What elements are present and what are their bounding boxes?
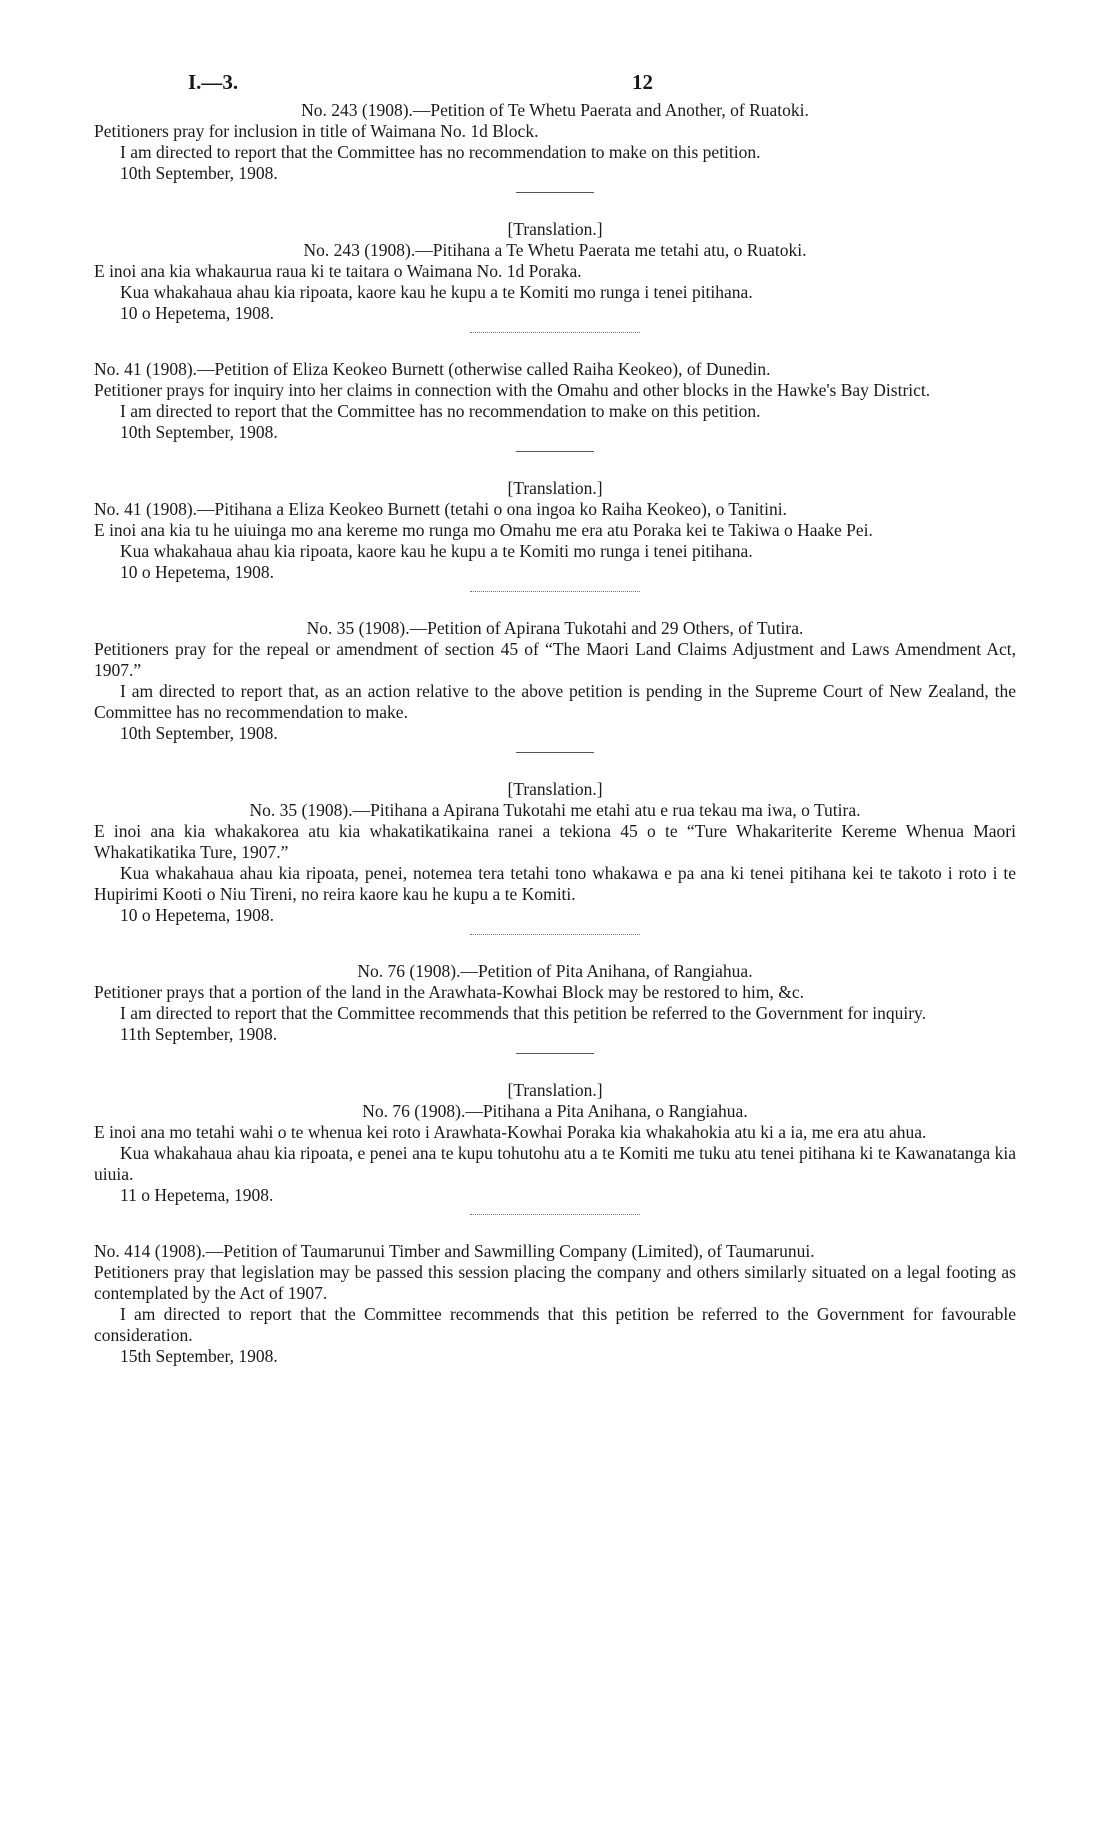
petition-section <box>94 618 1016 753</box>
report-date: 11th September, 1908. <box>120 1024 278 1044</box>
committee-report: I am directed to report that, as an action relative to the above petition is pending in the Supreme Court of New Zealand, the Committee has no recommendation to make. <box>94 681 1016 722</box>
committee-report: I am directed to report that the Committee has no recommendation to make on this petition. <box>120 401 761 421</box>
petition-section <box>94 1241 1016 1367</box>
page-content <box>94 100 1016 1367</box>
committee-report: Kua whakahaua ahau kia ripoata, penei, notemea tera tetahi tono whakawa e pa ana ki tenei pitihana kei te takoto i roto i te Hupirimi Kooti o Niu Tireni, no reira kaore kau he kupu a te Komiti. <box>94 863 1016 904</box>
translation-section <box>94 219 1016 333</box>
report-date: 10 o Hepetema, 1908. <box>120 905 275 925</box>
translation-label: [Translation.] <box>507 1080 603 1100</box>
paper-reference: I.—3. <box>188 70 239 94</box>
report-date: 10th September, 1908. <box>120 723 278 743</box>
petition-heading: No. 243 (1908).—Pitihana a Te Whetu Paerata me tetahi atu, o Ruatoki. <box>303 240 807 260</box>
petition-prayer: Petitioners pray for inclusion in title of Waimana No. 1d Block. <box>94 121 539 141</box>
petition-heading: No. 41 (1908).—Petition of Eliza Keokeo Burnett (otherwise called Raiha Keokeo), of Dunedin. <box>94 359 771 379</box>
translation-section <box>94 1080 1016 1215</box>
section-divider <box>516 752 594 753</box>
petition-prayer: E inoi ana kia whakaurua raua ki te taitara o Waimana No. 1d Poraka. <box>94 261 582 281</box>
petition-prayer: Petitioners pray for the repeal or amendment of section 45 of “The Maori Land Claims Adjustment and Laws Amendment Act, 1907.” <box>94 639 1016 680</box>
petition-heading: No. 76 (1908).—Pitihana a Pita Anihana, o Rangiahua. <box>362 1101 748 1121</box>
petition-prayer: Petitioner prays that a portion of the land in the Arawhata-Kowhai Block may be restored to him, &c. <box>94 982 805 1002</box>
translation-label: [Translation.] <box>507 219 603 239</box>
committee-report: Kua whakahaua ahau kia ripoata, kaore kau he kupu a te Komiti mo runga i tenei pitihana. <box>120 282 753 302</box>
translation-label: [Translation.] <box>507 779 603 799</box>
translation-label: [Translation.] <box>507 478 603 498</box>
petition-prayer: Petitioners pray that legislation may be passed this session placing the company and others similarly situated on a legal footing as contemplated by the Act of 1907. <box>94 1262 1016 1303</box>
section-divider <box>470 332 640 333</box>
section-divider <box>470 934 640 935</box>
section-divider <box>470 1214 640 1215</box>
petition-heading: No. 76 (1908).—Petition of Pita Anihana, of Rangiahua. <box>357 961 753 981</box>
committee-report: Kua whakahaua ahau kia ripoata, e penei ana te kupu tohutohu atu a te Komiti me tuku atu tenei pitihana ki te Kawanatanga kia uiuia. <box>94 1143 1016 1184</box>
section-divider <box>516 192 594 193</box>
petition-prayer: Petitioner prays for inquiry into her claims in connection with the Omahu and other blocks in the Hawke's Bay District. <box>94 380 931 400</box>
committee-report: Kua whakahaua ahau kia ripoata, kaore kau he kupu a te Komiti mo runga i tenei pitihana. <box>120 541 753 561</box>
section-divider <box>470 591 640 592</box>
section-divider <box>516 451 594 452</box>
petition-heading: No. 35 (1908).—Petition of Apirana Tukotahi and 29 Others, of Tutira. <box>306 618 804 638</box>
petition-section <box>94 359 1016 452</box>
report-date: 10th September, 1908. <box>120 422 278 442</box>
petition-prayer: E inoi ana kia whakakorea atu kia whakatikatikaina ranei a tekiona 45 o te “Ture Whakariterite Kereme Whenua Maori Whakatikatika Ture, 1907.” <box>94 821 1016 862</box>
section-divider <box>516 1053 594 1054</box>
page-number: 12 <box>632 70 653 94</box>
petition-section <box>94 100 1016 193</box>
report-date: 11 o Hepetema, 1908. <box>120 1185 274 1205</box>
report-date: 10 o Hepetema, 1908. <box>120 303 275 323</box>
committee-report: I am directed to report that the Committee has no recommendation to make on this petition. <box>120 142 761 162</box>
petition-heading: No. 243 (1908).—Petition of Te Whetu Paerata and Another, of Ruatoki. <box>301 100 809 120</box>
committee-report: I am directed to report that the Committee recommends that this petition be referred to the Government for inquiry. <box>120 1003 927 1023</box>
translation-section <box>94 478 1016 592</box>
report-date: 10 o Hepetema, 1908. <box>120 562 275 582</box>
report-date: 10th September, 1908. <box>120 163 278 183</box>
translation-section <box>94 779 1016 935</box>
petition-prayer: E inoi ana kia tu he uiuinga mo ana kereme mo runga mo Omahu me era atu Poraka kei te Takiwa o Haake Pei. <box>94 520 873 540</box>
petition-section <box>94 961 1016 1054</box>
committee-report: I am directed to report that the Committee recommends that this petition be referred to the Government for favourable consideration. <box>94 1304 1016 1345</box>
petition-heading: No. 414 (1908).—Petition of Taumarunui Timber and Sawmilling Company (Limited), of Taumarunui. <box>94 1241 815 1261</box>
report-date: 15th September, 1908. <box>120 1346 278 1366</box>
petition-heading: No. 35 (1908).—Pitihana a Apirana Tukotahi me etahi atu e rua tekau ma iwa, o Tutira. <box>249 800 861 820</box>
petition-prayer: E inoi ana mo tetahi wahi o te whenua kei roto i Arawhata-Kowhai Poraka kia whakahokia atu ki a ia, me era atu ahua. <box>94 1122 927 1142</box>
page-header <box>94 0 1016 100</box>
petition-heading: No. 41 (1908).—Pitihana a Eliza Keokeo Burnett (tetahi o ona ingoa ko Raiha Keokeo), o Tanitini. <box>94 499 787 519</box>
